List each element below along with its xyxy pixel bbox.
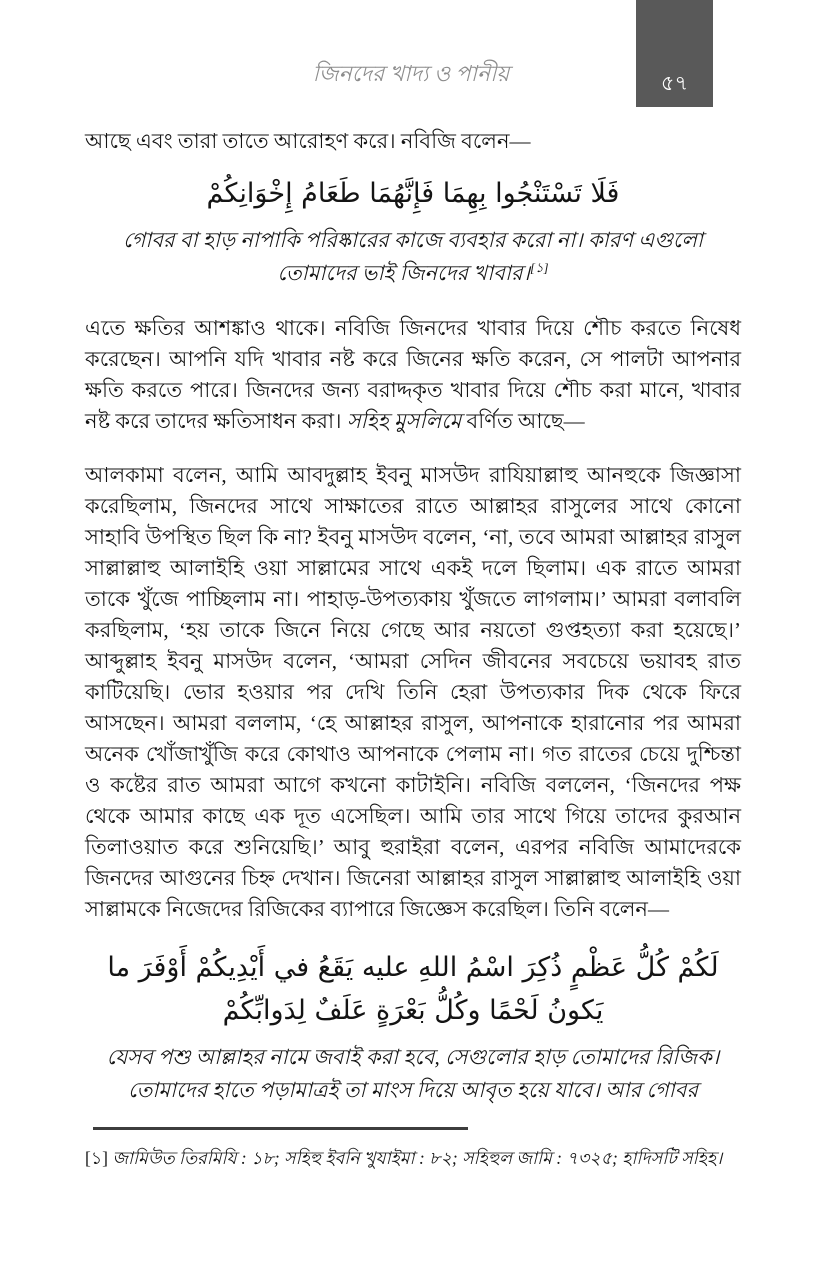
arabic-quote-1: فَلَا تَسْتَنْجُوا بِهِمَا فَإِنَّهُمَا طَعَامُ إِخْوَانِكُمْ bbox=[206, 178, 620, 209]
body-paragraph-1 bbox=[85, 313, 741, 437]
paragraph-1-text-before: এতে ক্ষতির আশঙ্কাও থাকে। নবিজি জিনদের খাবার দিয়ে শৌচ করতে নিষেধ করেছেন। আপনি যদি খাবার নষ্ট করে জিনের ক্ষতি করেন, সে পালটা আপনার ক্ষতি করতে পারে। জিনদের জন্য বরাদ্দকৃত খাবার দিয়ে শৌচ করা মানে, খাবার নষ্ট করে তাদের ক্ষতিসাধন করা। bbox=[85, 316, 741, 433]
footnote-divider bbox=[93, 1127, 468, 1130]
running-head: জিনদের খাদ্য ও পানীয় bbox=[312, 61, 510, 86]
book-title-sahih-muslim: সহিহ মুসলিমে bbox=[346, 409, 462, 433]
paragraph-1-text-after: বর্ণিত আছে— bbox=[461, 409, 585, 433]
page-content bbox=[85, 126, 741, 1171]
translation-1-text: গোবর বা হাড় নাপাকি পরিষ্কারের কাজে ব্যবহার করো না। কারণ এগুলো তোমাদের ভাই জিনদের খাবার। bbox=[122, 228, 703, 285]
footnote bbox=[85, 1145, 741, 1171]
page-number: ৫৭ bbox=[660, 71, 689, 95]
footnote-text: জামিউত তিরমিযি : ১৮; সহিহু ইবনি খুযাইমা : ৮২; সহিহুল জামি : ৭৩২৫; হাদিসটি সহিহ। bbox=[108, 1148, 723, 1168]
arabic-quote-2: لَكُمْ كُلُّ عَظْمٍ ذُكِرَ اسْمُ اللهِ عليه يَقَعُ في أَيْدِيكُمْ أَوْفَرَ ما يَكونُ لَحْمًا وكُلُّ بَعْرَةٍ عَلَفٌ لِدَوابِّكُمْ bbox=[107, 952, 719, 1026]
body-paragraph-2: আলকামা বলেন, আমি আবদুল্লাহ ইবনু মাসউদ রাযিয়াল্লাহু আনহুকে জিজ্ঞাসা করেছিলাম, জিনদের সাথে সাক্ষাতের রাতে আল্লাহর রাসুলের সাথে কোনো সাহাবি উপস্থিত ছিল কি না? ইবনু মাসউদ বলেন, ‘না, তবে আমরা আল্লাহর রাসুল সাল্লাল্লাহু আলাইহি ওয়া সাল্লামের সাথে একই দলে ছিলাম। এক রাতে আমরা তাকে খুঁজে পাচ্ছিলাম না। পাহাড়-উপত্যকায় খুঁজতে লাগলাম।’ আমরা বলাবলি করছিলাম, ‘হয় তাকে জিনে নিয়ে গেছে আর নয়তো গুপ্তহত্যা করা হয়েছে।’ আব্দুল্লাহ ইবনু মাসউদ বলেন, ‘আমরা সেদিন জীবনের সবচেয়ে ভয়াবহ রাত কাটিয়েছি। ভোর হওয়ার পর দেখি তিনি হেরা উপত্যকার দিক থেকে ফিরে আসছেন। আমরা বললাম, ‘হে আল্লাহর রাসুল, আপনাকে হারানোর পর আমরা অনেক খোঁজাখুঁজি করে কোথাও আপনাকে পেলাম না। গত রাতের চেয়ে দুশ্চিন্তা ও কষ্টের রাত আমরা আগে কখনো কাটাইনি। নবিজি বললেন, ‘জিনদের পক্ষ থেকে আমার কাছে এক দূত এসেছিল। আমি তার সাথে গিয়ে তাদের কুরআন তিলাওয়াত করে শুনিয়েছি।’ আবু হুরাইরা বলেন, এরপর নবিজি আমাদেরকে জিনদের আগুনের চিহ্ন দেখান। জিনেরা আল্লাহর রাসুল সাল্লাল্লাহু আলাইহি ওয়া সাল্লামকে নিজেদের রিজিকের ব্যাপারে জিজ্ঞেস করেছিল। তিনি বলেন— bbox=[85, 463, 741, 921]
opening-line: আছে এবং তারা তাতে আরোহণ করে। নবিজি বলেন— bbox=[85, 129, 531, 153]
translation-2: যেসব পশু আল্লাহর নামে জবাই করা হবে, সেগুলোর হাড় তোমাদের রিজিক। তোমাদের হাতে পড়ামাত্রই তা মাংস দিয়ে আবৃত হয়ে যাবে। আর গোবর bbox=[106, 1045, 720, 1102]
translation-1 bbox=[89, 224, 737, 290]
footnote-reference-1: [১] bbox=[530, 260, 549, 275]
footnote-marker: [১] bbox=[85, 1148, 109, 1168]
